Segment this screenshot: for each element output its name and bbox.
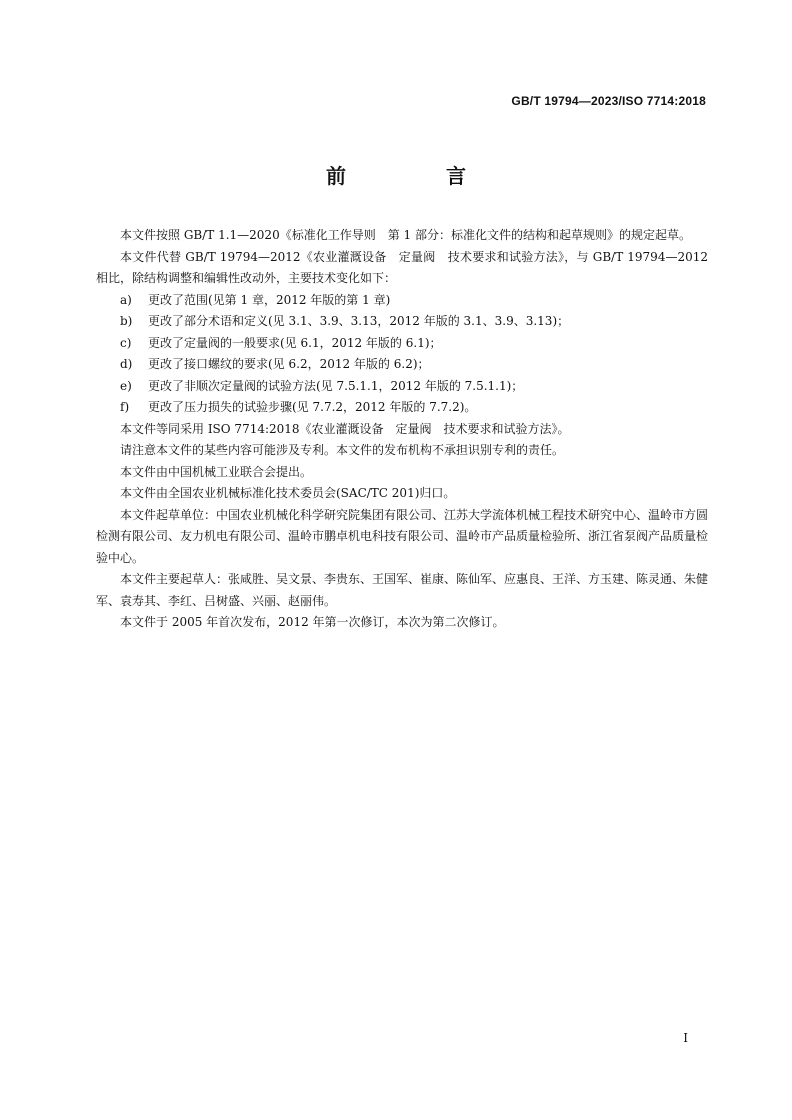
foreword-body — [96, 225, 708, 634]
change-item-text: 更改了接口螺纹的要求(见 6.2，2012 年版的 6.2)； — [148, 357, 430, 371]
change-item-marker: a) — [120, 292, 132, 307]
paragraph-drafting-units: 本文件起草单位：中国农业机械化科学研究院集团有限公司、江苏大学流体机械工程技术研究中心、温岭市方圆检测有限公司、友力机电有限公司、温岭市鹏卓机电科技有限公司、温岭市产品质量检验所、浙江省泵阀产品质量检验中心。 — [96, 507, 709, 565]
change-item — [96, 311, 708, 333]
change-item — [96, 354, 708, 376]
paragraph-committee: 本文件由全国农业机械标准化技术委员会(SAC/TC 201)归口。 — [120, 486, 456, 500]
page-number: I — [683, 1031, 688, 1045]
change-item — [96, 290, 708, 312]
change-item-marker: f) — [120, 400, 130, 414]
change-item-text: 更改了范围(见第 1 章，2012 年版的第 1 章) — [148, 292, 391, 307]
change-item-text: 更改了定量阀的一般要求(见 6.1，2012 年版的 6.1)； — [148, 335, 442, 350]
paragraph-drafting-rules: 本文件按照 GB/T 1.1—2020《标准化工作导则 第 1 部分：标准化文件的结构和起草规则》的规定起草。 — [120, 228, 691, 242]
change-item-marker: d) — [120, 357, 133, 371]
change-item-marker: e) — [120, 378, 132, 393]
page-title: 前 言 — [326, 164, 506, 188]
standard-code: GB/T 19794—2023/ISO 7714:2018 — [511, 94, 706, 108]
paragraph-proposer: 本文件由中国机械工业联合会提出。 — [120, 464, 313, 479]
paragraph-history: 本文件于 2005 年首次发布，2012 年第一次修订，本次为第二次修订。 — [120, 615, 505, 629]
paragraph-iso-adoption: 本文件等同采用 ISO 7714:2018《农业灌溉设备 定量阀 技术要求和试验方法》。 — [120, 421, 570, 436]
change-item — [96, 333, 708, 355]
change-item-marker: b) — [120, 314, 133, 328]
change-item-text: 更改了压力损失的试验步骤(见 7.7.2，2012 年版的 7.7.2)。 — [148, 400, 477, 414]
change-item-text: 更改了非顺次定量阀的试验方法(见 7.5.1.1，2012 年版的 7.5.1.1)； — [148, 378, 524, 393]
change-item-marker: c) — [120, 335, 132, 350]
paragraph-patent-notice: 请注意本文件的某些内容可能涉及专利。本文件的发布机构不承担识别专利的责任。 — [120, 443, 565, 457]
change-item-text: 更改了部分术语和定义(见 3.1、3.9、3.13，2012 年版的 3.1、3.9、3.13)； — [148, 314, 570, 328]
change-item — [96, 397, 708, 419]
paragraph-replacement: 本文件代替 GB/T 19794—2012《农业灌溉设备 定量阀 技术要求和试验方法》，与 GB/T 19794—2012 相比，除结构调整和编辑性改动外，主要技术变化如下： — [96, 249, 708, 285]
paragraph-drafters: 本文件主要起草人：张咸胜、吴文景、李贵东、王国军、崔康、陈仙军、应惠良、王洋、方玉建、陈灵通、朱健军、袁寿其、李红、吕树盛、兴丽、赵丽伟。 — [96, 572, 709, 608]
change-item — [96, 376, 708, 398]
